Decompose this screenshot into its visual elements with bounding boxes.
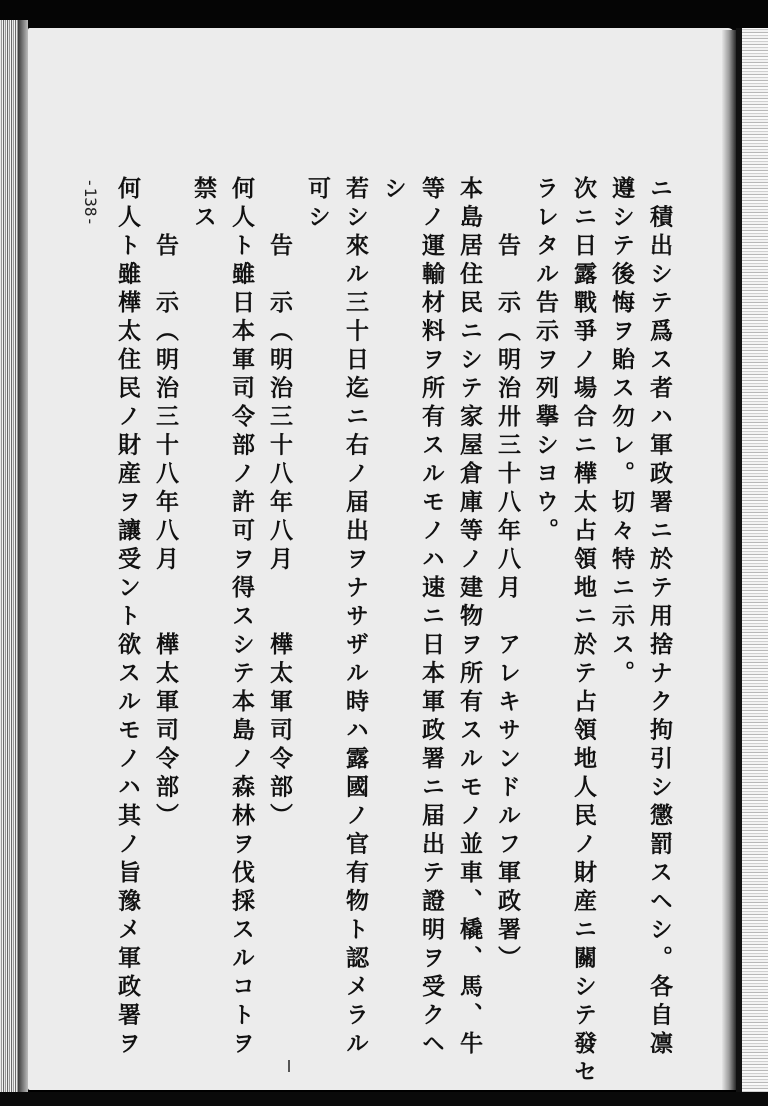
page-edge-shadow	[722, 30, 736, 1090]
notice-heading: 告 示（明治三十八年八月 樺太軍司令部）	[152, 176, 179, 832]
notice-heading: 告 示（明治卅三十八年八月 アレキサンドルフ軍政署）	[494, 176, 521, 974]
text-column: 若シ來ル三十日迄ニ右ノ届出ヲナサザル時ハ露國ノ官有物ト認メラル	[342, 176, 369, 1060]
notice-heading: 告 示（明治三十八年八月 樺太軍司令部）	[266, 176, 293, 832]
vertical-text-body	[80, 176, 700, 1088]
page-number: -138-	[81, 178, 100, 227]
text-column: 可シ	[304, 176, 331, 233]
text-column: ラレタル告示ヲ列擧シヨウ。	[532, 176, 559, 547]
bottom-tick-mark	[288, 1060, 290, 1072]
text-column: 遵シテ後悔ヲ貽ス勿レ。切々特ニ示ス。	[608, 176, 635, 689]
scan-border-top	[0, 0, 768, 30]
book-spine-edge	[0, 20, 18, 1106]
scan-border-bottom	[0, 1092, 768, 1106]
text-column: シ	[380, 176, 407, 205]
text-column: 等ノ運輸材料ヲ所有スルモノハ速ニ日本軍政署ニ届出テ證明ヲ受クヘ	[418, 176, 445, 1060]
text-column: ニ積出シテ爲ス者ハ軍政署ニ於テ用捨ナク拘引シ懲罰スヘシ。各自凛	[646, 176, 673, 1060]
page-stack-divider	[736, 28, 742, 1106]
text-column: 禁ス	[190, 176, 217, 233]
text-column: 本島居住民ニシテ家屋倉庫等ノ建物ヲ所有スルモノ並車、橇、馬、牛	[456, 176, 483, 1060]
gutter-shadow	[18, 20, 28, 1106]
text-column: 何人ト雖日本軍司令部ノ許可ヲ得スシテ本島ノ森林ヲ伐採スルコトヲ	[228, 176, 255, 1060]
text-column: 何人ト雖樺太住民ノ財産ヲ讓受ント欲スルモノハ其ノ旨豫メ軍政署ヲ	[114, 176, 141, 1060]
text-column: 次ニ日露戰爭ノ場合ニ樺太占領地ニ於テ占領地人民ノ財産ニ關シテ發セ	[570, 176, 597, 1088]
